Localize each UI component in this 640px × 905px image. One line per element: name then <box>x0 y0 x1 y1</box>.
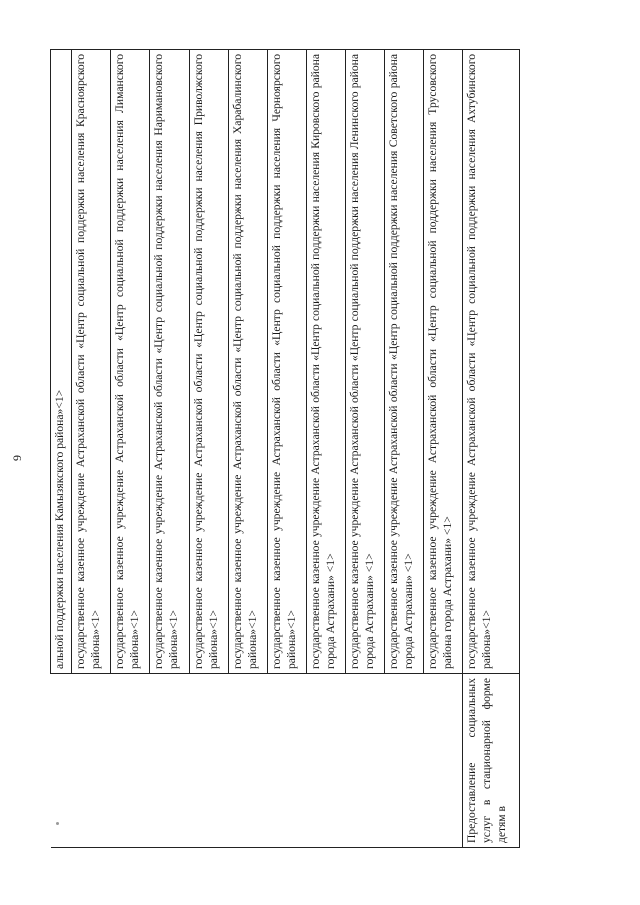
table-row <box>111 50 150 848</box>
service-empty-cell <box>267 674 306 848</box>
institution-cell: государственное казенное учреждение Астраханской области «Центр социальной поддержки населения Наримановского района»<1> <box>150 50 189 674</box>
service-empty-cell <box>51 674 72 848</box>
institution-cell: государственное казенное учреждение Астраханской области «Центр социальной поддержки населения Кировского района города Астрахани» <1> <box>306 50 345 674</box>
service-empty-cell <box>384 674 423 848</box>
table-row <box>228 50 267 848</box>
institutions-table <box>50 49 520 848</box>
service-empty-cell <box>111 674 150 848</box>
table-row <box>306 50 345 848</box>
institution-cell: государственное казенное учреждение Астраханской области «Центр социальной поддержки населения Черноярского района»<1> <box>267 50 306 674</box>
institution-cell: государственное казенное учреждение Астраханской области «Центр социальной поддержки населения Приволжского района»<1> <box>189 50 228 674</box>
table-row <box>267 50 306 848</box>
service-empty-cell <box>228 674 267 848</box>
service-empty-cell <box>345 674 384 848</box>
institution-cell: государственное казенное учреждение Астраханской области «Центр социальной поддержки населения Ленинского района города Астрахани» <1> <box>345 50 384 674</box>
institution-cell: государственное казенное учреждение Астраханской области «Центр социальной поддержки населения Красноярского района»<1> <box>72 50 111 674</box>
service-empty-cell <box>72 674 111 848</box>
table-row <box>51 50 72 848</box>
service-empty-cell <box>306 674 345 848</box>
institution-cell: государственное казенное учреждение Астраханской области «Центр социальной поддержки населения Лиманского района»<1> <box>111 50 150 674</box>
institution-cell: государственное казенное учреждение Астраханской области «Центр социальной поддержки населения Ахтубинского района»<1> <box>463 50 520 674</box>
institution-cell: государственное казенное учреждение Астраханской области «Центр социальной поддержки населения Советского района города Астрахани» <1> <box>384 50 423 674</box>
table-row <box>384 50 423 848</box>
institution-cell: альной поддержки населения Камызякского района»<1> <box>51 50 72 674</box>
table-row <box>345 50 384 848</box>
institution-cell: государственное казенное учреждение Астраханской области «Центр социальной поддержки населения Харабалинского района»<1> <box>228 50 267 674</box>
service-name-cell: Предоставление социальных услуг в стационарной форме детям в <box>463 674 520 848</box>
table-row <box>463 50 520 848</box>
institution-cell: государственное казенное учреждение Астраханской области «Центр социальной поддержки населения Трусовского района города Астрахани» <1> <box>424 50 463 674</box>
table-row <box>72 50 111 848</box>
page-number: 9 <box>10 455 24 461</box>
table-row <box>189 50 228 848</box>
scan-speck <box>56 822 59 825</box>
service-empty-cell <box>150 674 189 848</box>
rotated-page <box>10 54 520 848</box>
table-row <box>150 50 189 848</box>
service-empty-cell <box>424 674 463 848</box>
table-row <box>424 50 463 848</box>
service-empty-cell <box>189 674 228 848</box>
